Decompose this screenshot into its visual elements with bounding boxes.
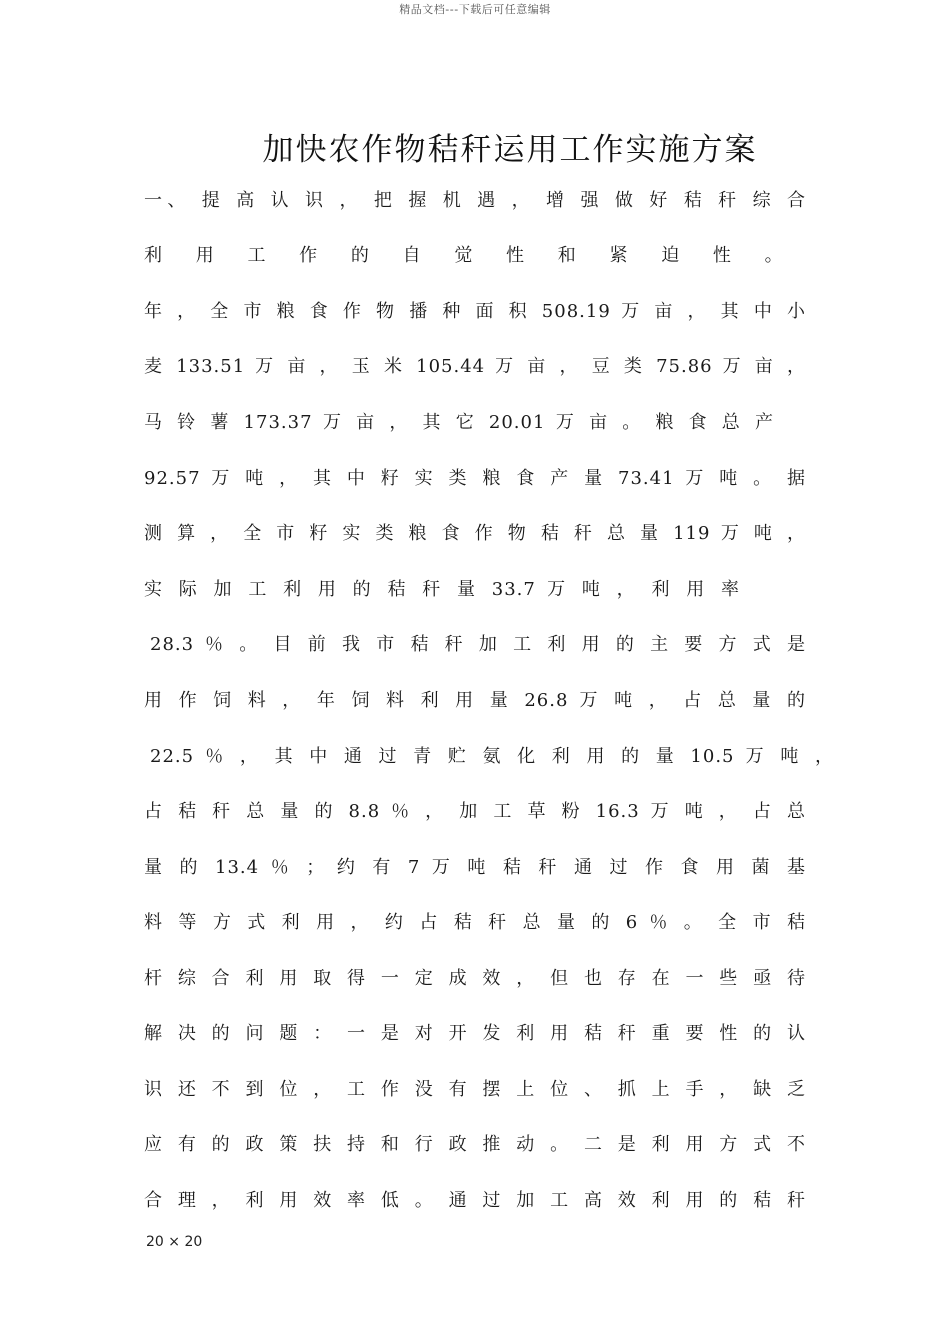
body-line: 识 还 不 到 位 ， 工 作 没 有 摆 上 位 、 抓 上 手 ， 缺 乏 xyxy=(144,1079,806,1100)
body-line: 利 用 工 作 的 自 觉 性 和 紧 迫 性 。 xyxy=(144,245,797,266)
body-line: 麦 133.51 万 亩 ， 玉 米 105.44 万 亩 ， 豆 类 75.86 万 亩 ， xyxy=(144,356,806,377)
header-note: 精品文档---下载后可任意编辑 xyxy=(399,3,551,16)
body-line: 22.5 ％ ， 其 中 通 过 青 贮 氨 化 利 用 的 量 10.5 万 吨 ， xyxy=(150,746,834,767)
body-line: 28.3 ％ 。 目 前 我 市 秸 秆 加 工 利 用 的 主 要 方 式 是 xyxy=(150,634,806,655)
body-line: 料 等 方 式 利 用 ， 约 占 秸 秆 总 量 的 6 ％ 。 全 市 秸 xyxy=(144,912,806,933)
body-line: 占 秸 秆 总 量 的 8.8 ％ ， 加 工 草 粉 16.3 万 吨 ， 占 总 xyxy=(144,801,806,822)
body-line: 一、 提 高 认 识 ， 把 握 机 遇 ， 增 强 做 好 秸 秆 综 合 xyxy=(144,190,806,211)
body-line: 测 算 ， 全 市 籽 实 类 粮 食 作 物 秸 秆 总 量 119 万 吨 ， xyxy=(144,523,806,544)
body-line: 合 理 ， 利 用 效 率 低 。 通 过 加 工 高 效 利 用 的 秸 秆 xyxy=(144,1190,806,1211)
body-line: 马 铃 薯 173.37 万 亩 ， 其 它 20.01 万 亩 。 粮 食 总 产 xyxy=(144,412,774,433)
body-line: 解 决 的 问 题 ： 一 是 对 开 发 利 用 秸 秆 重 要 性 的 认 xyxy=(144,1023,806,1044)
body-line: 杆 综 合 利 用 取 得 一 定 成 效 ， 但 也 存 在 一 些 亟 待 xyxy=(144,968,806,989)
page-size-label: 20 × 20 xyxy=(146,1234,203,1250)
document-title: 加快农作物秸秆运用工作实施方案 xyxy=(262,132,758,168)
body-line: 92.57 万 吨 ， 其 中 籽 实 类 粮 食 产 量 73.41 万 吨 。 据 xyxy=(144,468,806,489)
body-line: 年 ， 全 市 粮 食 作 物 播 种 面 积 508.19 万 亩 ， 其 中 小 xyxy=(144,301,806,322)
body-line: 用 作 饲 料 ， 年 饲 料 利 用 量 26.8 万 吨 ， 占 总 量 的 xyxy=(144,690,806,711)
body-line: 量 的 13.4 ％ ； 约 有 7 万 吨 秸 秆 通 过 作 食 用 菌 基 xyxy=(144,857,806,878)
body-line: 实 际 加 工 利 用 的 秸 秆 量 33.7 万 吨 ， 利 用 率 xyxy=(144,579,740,600)
body-line: 应 有 的 政 策 扶 持 和 行 政 推 动 。 二 是 利 用 方 式 不 xyxy=(144,1134,806,1155)
